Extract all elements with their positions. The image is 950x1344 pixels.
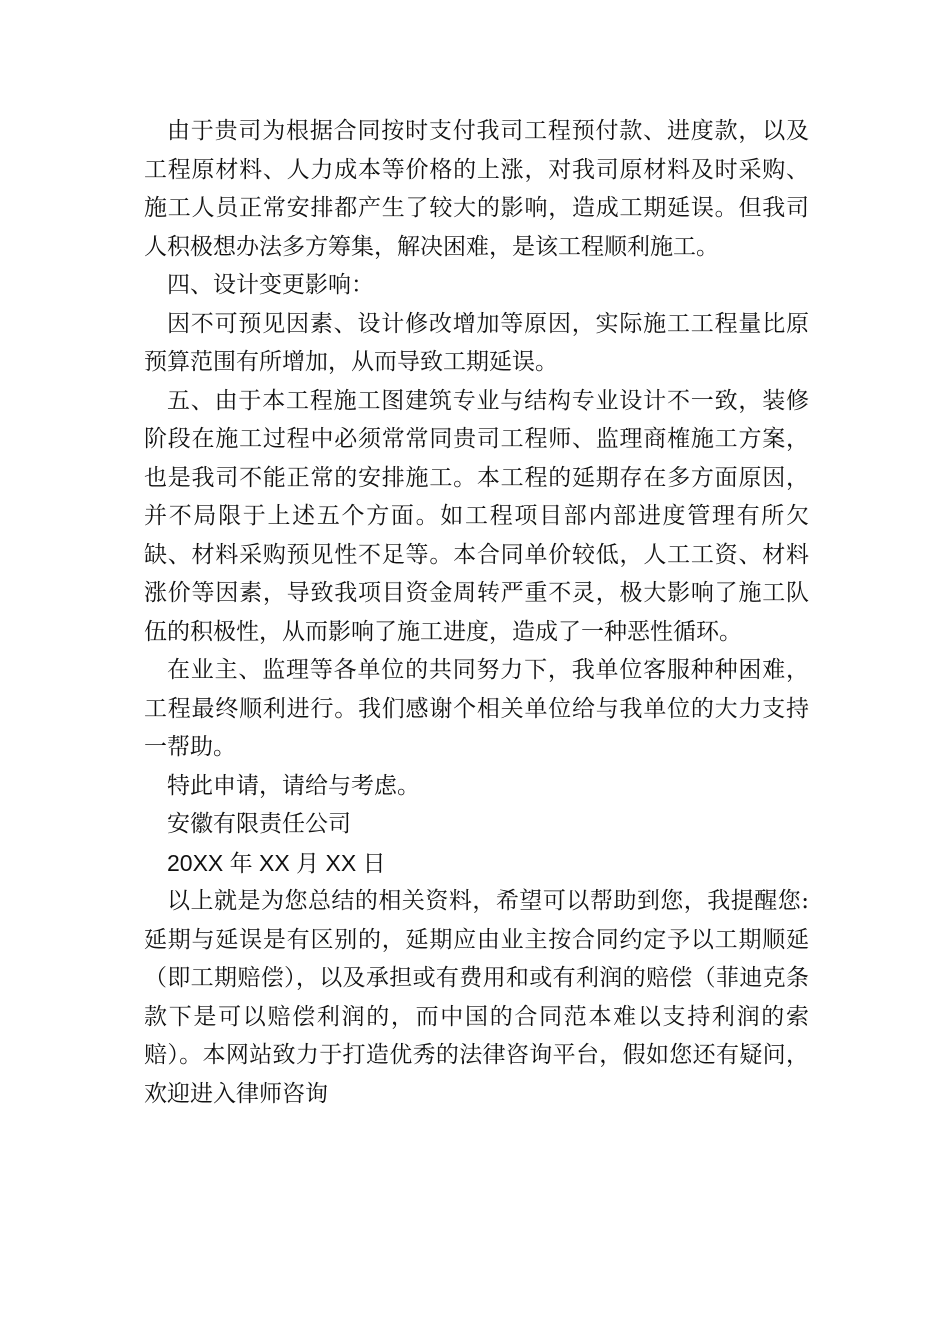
company-signature: 安徽有限责任公司 [167,811,351,837]
paragraph-design-change: 因不可预见因素、设计修改增加等原因，实际施工工程量比原预算范围有所增加，从而导致工期延误。 [144,310,809,375]
paragraph-acknowledgement: 在业主、监理等各单位的共同努力下，我单位客服种种困难，工程最终顺利进行。我们感谢个相关单位给与我单位的大力支持一帮助。 [144,657,809,760]
paragraph-payment-delay: 由于贵司为根据合同按时支付我司工程预付款、进度款，以及工程原材料、人力成本等价格的上涨，对我司原材料及时采购、施工人员正常安排都产生了较大的影响，造成工期延误。但我司人积极想办法多方筹集，解决困难，是该工程顺利施工。 [144,118,809,260]
document-page [144,112,809,1113]
date-line: 20XX 年 XX 月 XX 日 [167,849,386,876]
paragraph-drawing-inconsistency: 五、由于本工程施工图建筑专业与结构专业设计不一致，装修阶段在施工过程中必须常常同贵司工程师、监理商榷施工方案，也是我司不能正常的安排施工。本工程的延期存在多方面原因，并不局限于上述五个方面。如工程项目部内部进度管理有所欠缺、材料采购预见性不足等。本合同单价较低，人工工资、材料涨价等因素，导致我项目资金周转严重不灵，极大影响了施工队伍的积极性，从而影响了施工进度，造成了一种恶性循环。 [144,387,809,645]
summary-paragraph: 以上就是为您总结的相关资料，希望可以帮助到您，我提醒您:延期与延误是有区别的，延期应由业主按合同约定予以工期顺延（即工期赔偿），以及承担或有费用和或有利润的赔偿（菲迪克条款下是可以赔偿利润的，而中国的合同范本难以支持利润的索赔）。本网站致力于打造优秀的法律咨询平台，假如您还有疑问，欢迎进入律师咨询 [144,888,809,1107]
heading-design-change: 四、设计变更影响： [167,272,374,298]
closing-request: 特此申请，请给与考虑。 [167,772,420,799]
